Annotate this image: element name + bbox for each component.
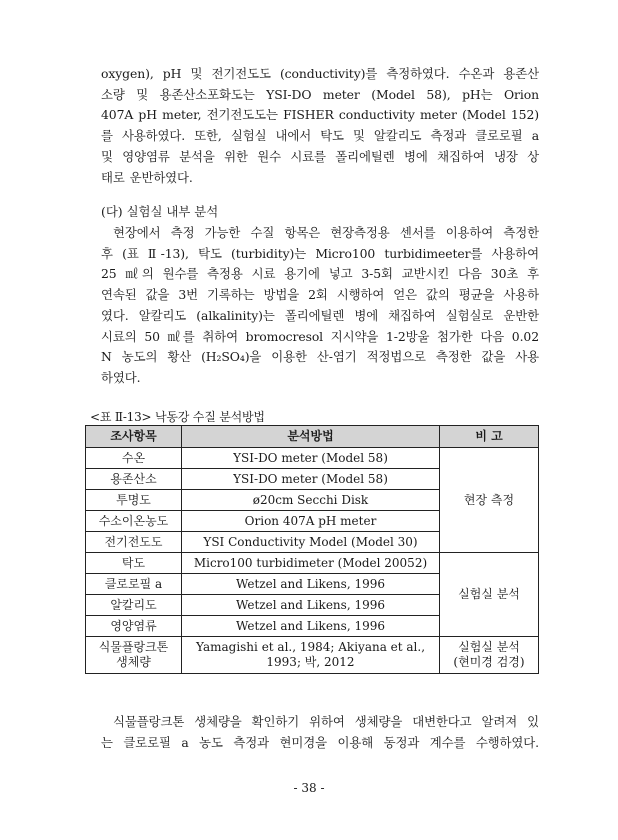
cell-method [182,637,440,674]
table-row [86,637,539,674]
cell-note-line: (현미경 검경) [453,655,525,669]
text-line: 후 (표 Ⅱ-13), 탁도 (turbidity)는 Micro100 turbidimeeter를 사용하여 [101,245,539,261]
page-number: - 38 - [293,781,325,795]
text-line: 식물플랑크톤 생체량을 확인하기 위하여 생체량을 대변한다고 알려져 있 [113,714,539,729]
section-heading: (다) 실험실 내부 분석 [101,204,219,219]
text-line: 소량 및 용존산소포화도는 YSI-DO meter (Model 58), pH는 Orion [101,86,539,102]
text-line: N 농도의 황산 (H₂SO₄)을 이용한 산-염기 적정법으로 측정한 값을 사용 [101,349,539,365]
cell-note-field: 현장 측정 [440,448,539,553]
cell-method: YSI-DO meter (Model 58) [182,469,440,490]
cell-item-line: 생체량 [116,655,151,669]
cell-method: ø20cm Secchi Disk [182,490,440,511]
cell-item: 탁도 [86,553,182,574]
text-line: 였다. 알칼리도 (alkalinity)는 폴리에틸렌 병에 채집하여 실험실로 운반한 [101,307,539,323]
cell-item: 투명도 [86,490,182,511]
cell-method-line: Yamagishi et al., 1984; Akiyana et al., [195,640,426,654]
header-item: 조사항목 [86,426,182,448]
text-line: 407A pH meter, 전기전도도는 FISHER conductivity meter (Model 152) [101,107,539,123]
text-line: 25 ㎖의 원수를 측정용 시료 용기에 넣고 3-5회 교반시킨 다음 30초 후 [101,266,539,282]
cell-item: 수소이온농도 [86,511,182,532]
text-line: 현장에서 측정 가능한 수질 항목은 현장측정용 센서를 이용하여 측정한 [113,225,539,240]
text-line: 및 영양염류 분석을 위한 원수 시료를 폴리에틸렌 병에 채집하여 냉장 상 [101,148,539,164]
cell-note-line: 실험실 분석 [458,640,520,654]
cell-method-line: 1993; 박, 2012 [266,655,355,669]
cell-item: 영양염류 [86,616,182,637]
cell-method: Orion 407A pH meter [182,511,440,532]
text-line: 를 사용하였다. 또한, 실험실 내에서 탁도 및 알칼리도 측정과 클로로필 a [101,128,539,144]
cell-item: 알칼리도 [86,595,182,616]
cell-item: 수온 [86,448,182,469]
table-row [86,553,539,574]
cell-method: Wetzel and Likens, 1996 [182,595,440,616]
table-caption: <표 Ⅱ-13> 낙동강 수질 분석방법 [90,410,265,424]
cell-item-line: 식물플랑크톤 [98,640,169,654]
cell-method: YSI-DO meter (Model 58) [182,448,440,469]
cell-item [86,637,182,674]
cell-note [440,637,539,674]
table-row [86,448,539,469]
cell-method: Micro100 turbidimeter (Model 20052) [182,553,440,574]
text-line: 하였다. [101,369,141,385]
text-line: oxygen), pH 및 전기전도도 (conductivity)를 측정하였다. 수온과 용존산 [101,66,539,81]
text-line: 는 클로로필 a 농도 측정과 현미경을 이용해 동정과 계수를 수행하였다. [101,734,539,750]
cell-method: YSI Conductivity Model (Model 30) [182,532,440,553]
header-method: 분석방법 [182,426,440,448]
cell-item: 클로로필 a [86,574,182,595]
cell-item: 전기전도도 [86,532,182,553]
cell-note-lab: 실험실 분석 [440,553,539,637]
table-header-row [86,426,539,448]
paragraph-field-measurement [101,64,539,188]
cell-method: Wetzel and Likens, 1996 [182,574,440,595]
text-line: 연속된 값을 3번 기록하는 방법을 2회 시행하여 얻은 값의 평균을 사용하 [101,287,539,303]
water-quality-method-table [85,425,539,674]
header-note: 비 고 [440,426,539,448]
cell-method: Wetzel and Likens, 1996 [182,616,440,637]
text-line: 시료의 50 ㎖를 취하여 bromocresol 지시약을 1-2방울 첨가한 다음 0.02 [101,328,539,344]
text-line: 태로 운반하였다. [101,169,193,185]
paragraph-lab-analysis [101,223,539,389]
cell-item: 용존산소 [86,469,182,490]
paragraph-phytoplankton [101,712,539,753]
